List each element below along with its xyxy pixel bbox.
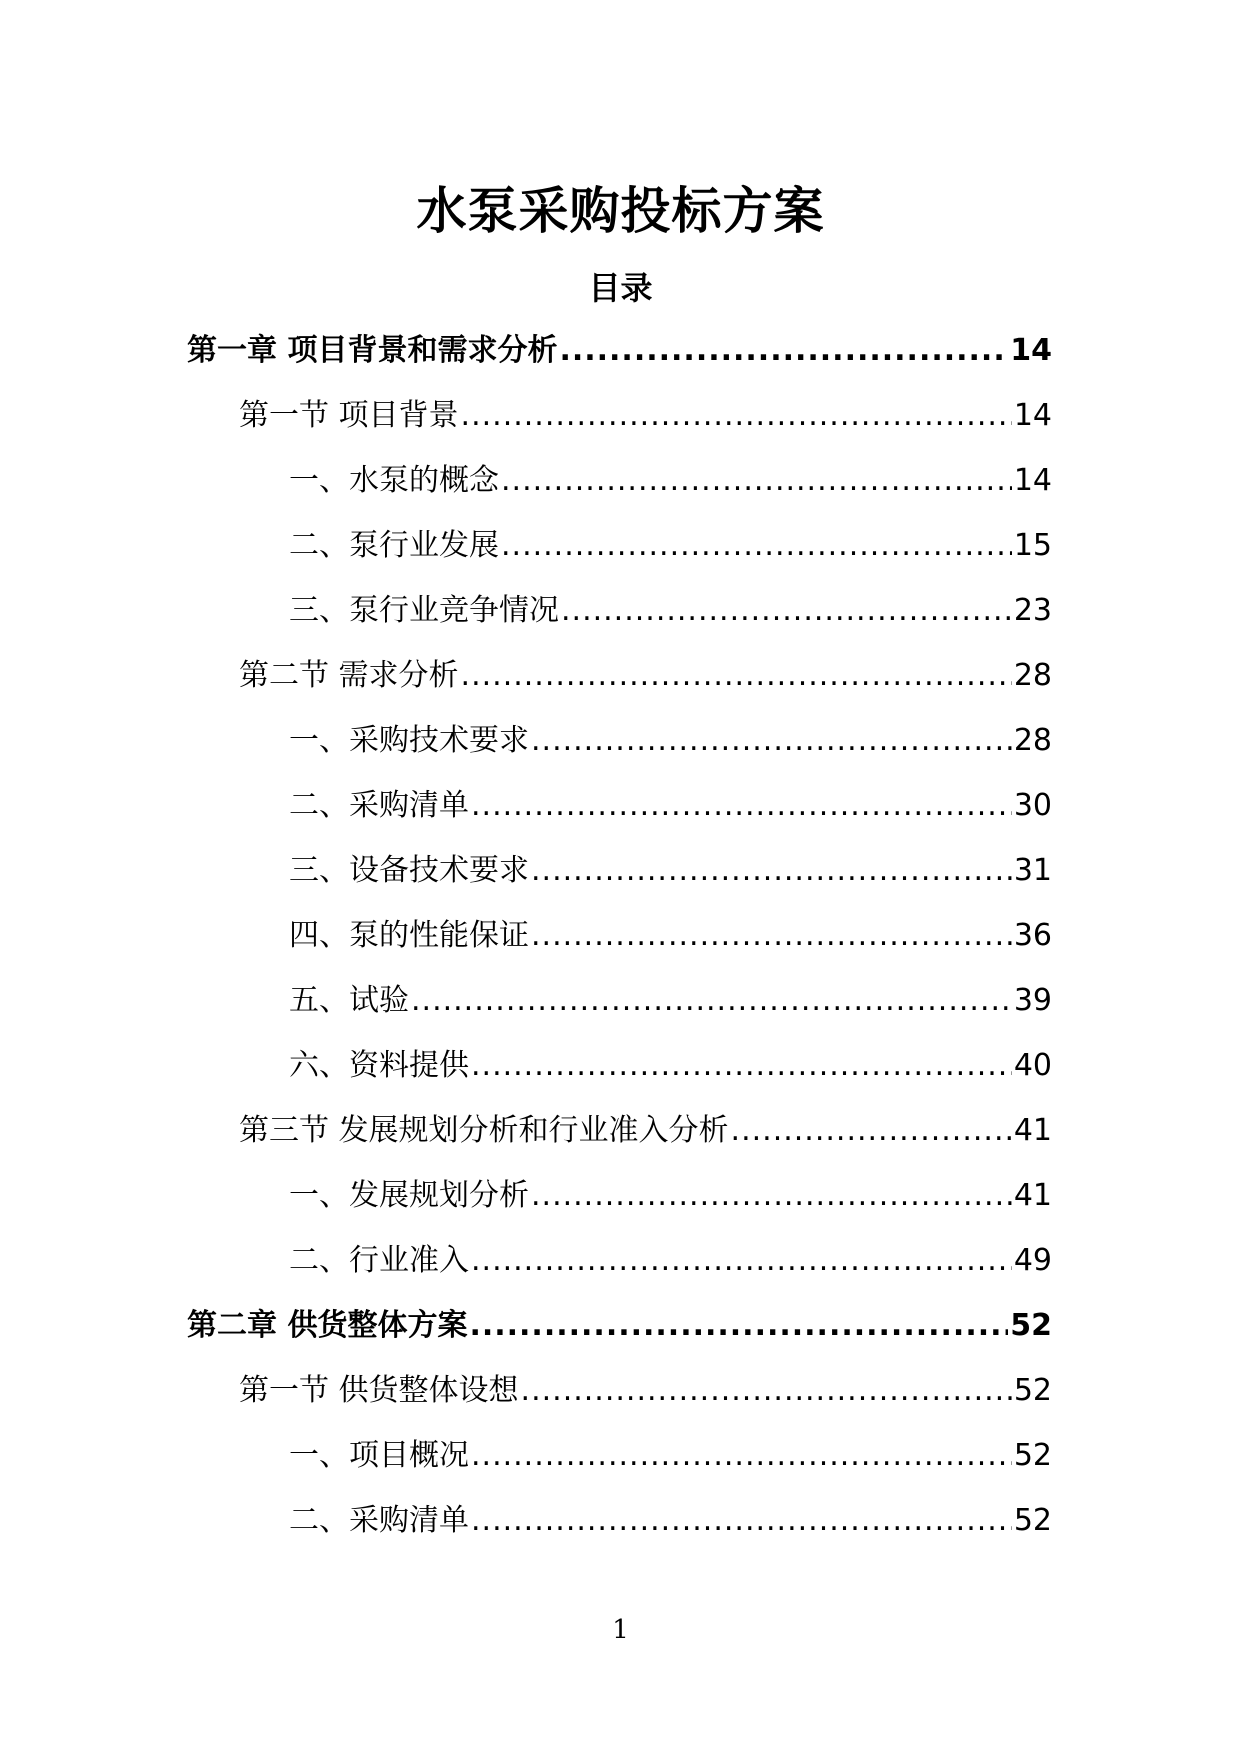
- toc-entry-title: 三、泵行业竞争情况: [289, 593, 559, 628]
- toc-entry-page: 30: [1013, 788, 1052, 823]
- toc-entry-title: 第二章 供货整体方案: [187, 1308, 468, 1343]
- toc-entry-page: 36: [1013, 918, 1052, 953]
- toc-dot-leader: [471, 1238, 1012, 1284]
- toc-chapter-entry[interactable]: [187, 1303, 1052, 1368]
- toc-entry-page: 52: [1013, 1438, 1052, 1473]
- toc-dot-leader: [471, 1498, 1012, 1544]
- toc-dot-leader: [469, 1303, 1008, 1349]
- toc-subsection-entry[interactable]: [187, 1433, 1052, 1498]
- toc-subsection-entry[interactable]: [187, 978, 1052, 1043]
- toc-dot-leader: [559, 328, 1008, 374]
- toc-subsection-entry[interactable]: [187, 718, 1052, 783]
- toc-dot-leader: [521, 1368, 1012, 1414]
- toc-section-entry[interactable]: [187, 393, 1052, 458]
- toc-entry-title: 四、泵的性能保证: [289, 918, 529, 953]
- toc-dot-leader: [461, 653, 1012, 699]
- toc-entry-page: 52: [1010, 1308, 1052, 1343]
- toc-section-entry[interactable]: [187, 653, 1052, 718]
- toc-entry-page: 52: [1013, 1503, 1052, 1538]
- toc-entry-page: 14: [1013, 398, 1052, 433]
- toc-entry-page: 23: [1013, 593, 1052, 628]
- toc-section-entry[interactable]: [187, 1368, 1052, 1433]
- document-title: 水泵采购投标方案: [416, 182, 825, 240]
- toc-dot-leader: [731, 1108, 1012, 1154]
- toc-entry-title: 二、行业准入: [289, 1243, 469, 1278]
- toc-entry-title: 二、采购清单: [289, 1503, 469, 1538]
- toc-entry-page: 52: [1013, 1373, 1052, 1408]
- toc-subsection-entry[interactable]: [187, 458, 1052, 523]
- toc-entry-title: 第二节 需求分析: [239, 658, 459, 693]
- page-number: 1: [612, 1615, 629, 1645]
- toc-entry-title: 二、采购清单: [289, 788, 469, 823]
- toc-subsection-entry[interactable]: [187, 1173, 1052, 1238]
- toc-entry-page: 14: [1013, 463, 1052, 498]
- toc-entry-title: 一、项目概况: [289, 1438, 469, 1473]
- toc-chapter-entry[interactable]: [187, 328, 1052, 393]
- toc-entry-title: 二、泵行业发展: [289, 528, 499, 563]
- toc-dot-leader: [461, 393, 1012, 439]
- toc-entry-title: 三、设备技术要求: [289, 853, 529, 888]
- toc-dot-leader: [531, 1173, 1012, 1219]
- toc-entry-page: 49: [1013, 1243, 1052, 1278]
- toc-subsection-entry[interactable]: [187, 1498, 1052, 1563]
- toc-entry-page: 40: [1013, 1048, 1052, 1083]
- toc-dot-leader: [501, 458, 1012, 504]
- toc-entry-title: 第一节 项目背景: [239, 398, 459, 433]
- toc-entry-title: 第一章 项目背景和需求分析: [187, 333, 558, 368]
- toc-entry-page: 31: [1013, 853, 1052, 888]
- toc-entry-page: 28: [1013, 723, 1052, 758]
- toc-entry-title: 一、采购技术要求: [289, 723, 529, 758]
- toc-subsection-entry[interactable]: [187, 523, 1052, 588]
- toc-subsection-entry[interactable]: [187, 588, 1052, 653]
- toc-entry-page: 15: [1013, 528, 1052, 563]
- toc-entry-title: 一、水泵的概念: [289, 463, 499, 498]
- toc-subsection-entry[interactable]: [187, 848, 1052, 913]
- toc-subsection-entry[interactable]: [187, 1238, 1052, 1303]
- toc-dot-leader: [471, 783, 1012, 829]
- toc-entry-page: 41: [1013, 1178, 1052, 1213]
- toc-entry-title: 六、资料提供: [289, 1048, 469, 1083]
- toc-dot-leader: [531, 913, 1012, 959]
- toc-dot-leader: [561, 588, 1012, 634]
- table-of-contents: [187, 328, 1052, 1563]
- toc-dot-leader: [531, 718, 1012, 764]
- toc-entry-title: 五、试验: [289, 983, 409, 1018]
- toc-subsection-entry[interactable]: [187, 1043, 1052, 1108]
- toc-entry-page: 14: [1010, 333, 1052, 368]
- toc-dot-leader: [471, 1043, 1012, 1089]
- toc-entry-page: 39: [1013, 983, 1052, 1018]
- toc-entry-title: 第三节 发展规划分析和行业准入分析: [239, 1113, 729, 1148]
- toc-subsection-entry[interactable]: [187, 783, 1052, 848]
- toc-dot-leader: [501, 523, 1012, 569]
- toc-entry-title: 一、发展规划分析: [289, 1178, 529, 1213]
- toc-dot-leader: [531, 848, 1012, 894]
- toc-entry-page: 28: [1013, 658, 1052, 693]
- toc-subsection-entry[interactable]: [187, 913, 1052, 978]
- toc-heading: 目录: [588, 269, 653, 307]
- toc-dot-leader: [471, 1433, 1012, 1479]
- toc-section-entry[interactable]: [187, 1108, 1052, 1173]
- toc-dot-leader: [411, 978, 1012, 1024]
- toc-entry-title: 第一节 供货整体设想: [239, 1373, 519, 1408]
- toc-entry-page: 41: [1013, 1113, 1052, 1148]
